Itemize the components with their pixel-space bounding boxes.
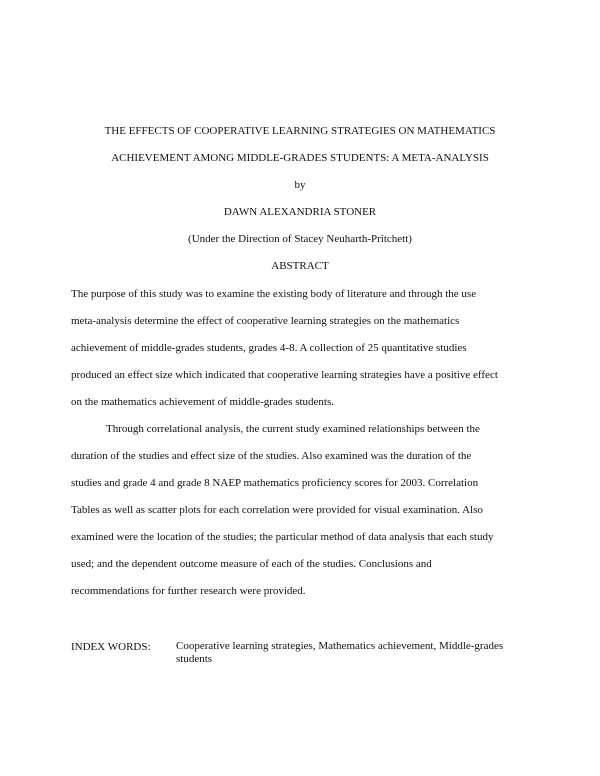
paragraph-2-line: duration of the studies and effect size of the studies. Also examined was the duration of the bbox=[71, 450, 472, 462]
paragraph-1-line: on the mathematics achievement of middle-grades students. bbox=[71, 396, 335, 408]
title-line-2: ACHIEVEMENT AMONG MIDDLE-GRADES STUDENTS: A META-ANALYSIS bbox=[111, 152, 489, 164]
index-words-label: INDEX WORDS: bbox=[71, 641, 151, 653]
abstract-heading: ABSTRACT bbox=[271, 260, 329, 272]
paragraph-2-line: recommendations for further research were provided. bbox=[71, 585, 306, 597]
paragraph-2-line: examined were the location of the studies; the particular method of data analysis that each study bbox=[71, 531, 494, 543]
paragraph-2-line: Tables as well as scatter plots for each correlation were provided for visual examination. Also bbox=[71, 504, 483, 516]
paragraph-1-line: meta-analysis determine the effect of cooperative learning strategies on the mathematics bbox=[71, 315, 460, 327]
paragraph-1-line: achievement of middle-grades students, grades 4-8. A collection of 25 quantitative studies bbox=[71, 342, 467, 354]
title-line-1: THE EFFECTS OF COOPERATIVE LEARNING STRATEGIES ON MATHEMATICS bbox=[104, 125, 496, 137]
paragraph-1-line: produced an effect size which indicated that cooperative learning strategies have a positive effect bbox=[71, 369, 498, 381]
author-name: DAWN ALEXANDRIA STONER bbox=[223, 206, 377, 218]
paragraph-1-line: The purpose of this study was to examine the existing body of literature and through the use bbox=[71, 288, 477, 300]
by-line: by bbox=[294, 179, 306, 191]
paragraph-2-line: used; and the dependent outcome measure of each of the studies. Conclusions and bbox=[71, 558, 432, 570]
paragraph-2-line: studies and grade 4 and grade 8 NAEP mathematics proficiency scores for 2003. Correlation bbox=[71, 477, 479, 489]
index-words-text: Cooperative learning strategies, Mathematics achievement, Middle-grades students bbox=[176, 640, 504, 665]
paragraph-2-line: Through correlational analysis, the current study examined relationships between the bbox=[106, 423, 480, 435]
direction-line: (Under the Direction of Stacey Neuharth-Pritchett) bbox=[188, 233, 412, 245]
